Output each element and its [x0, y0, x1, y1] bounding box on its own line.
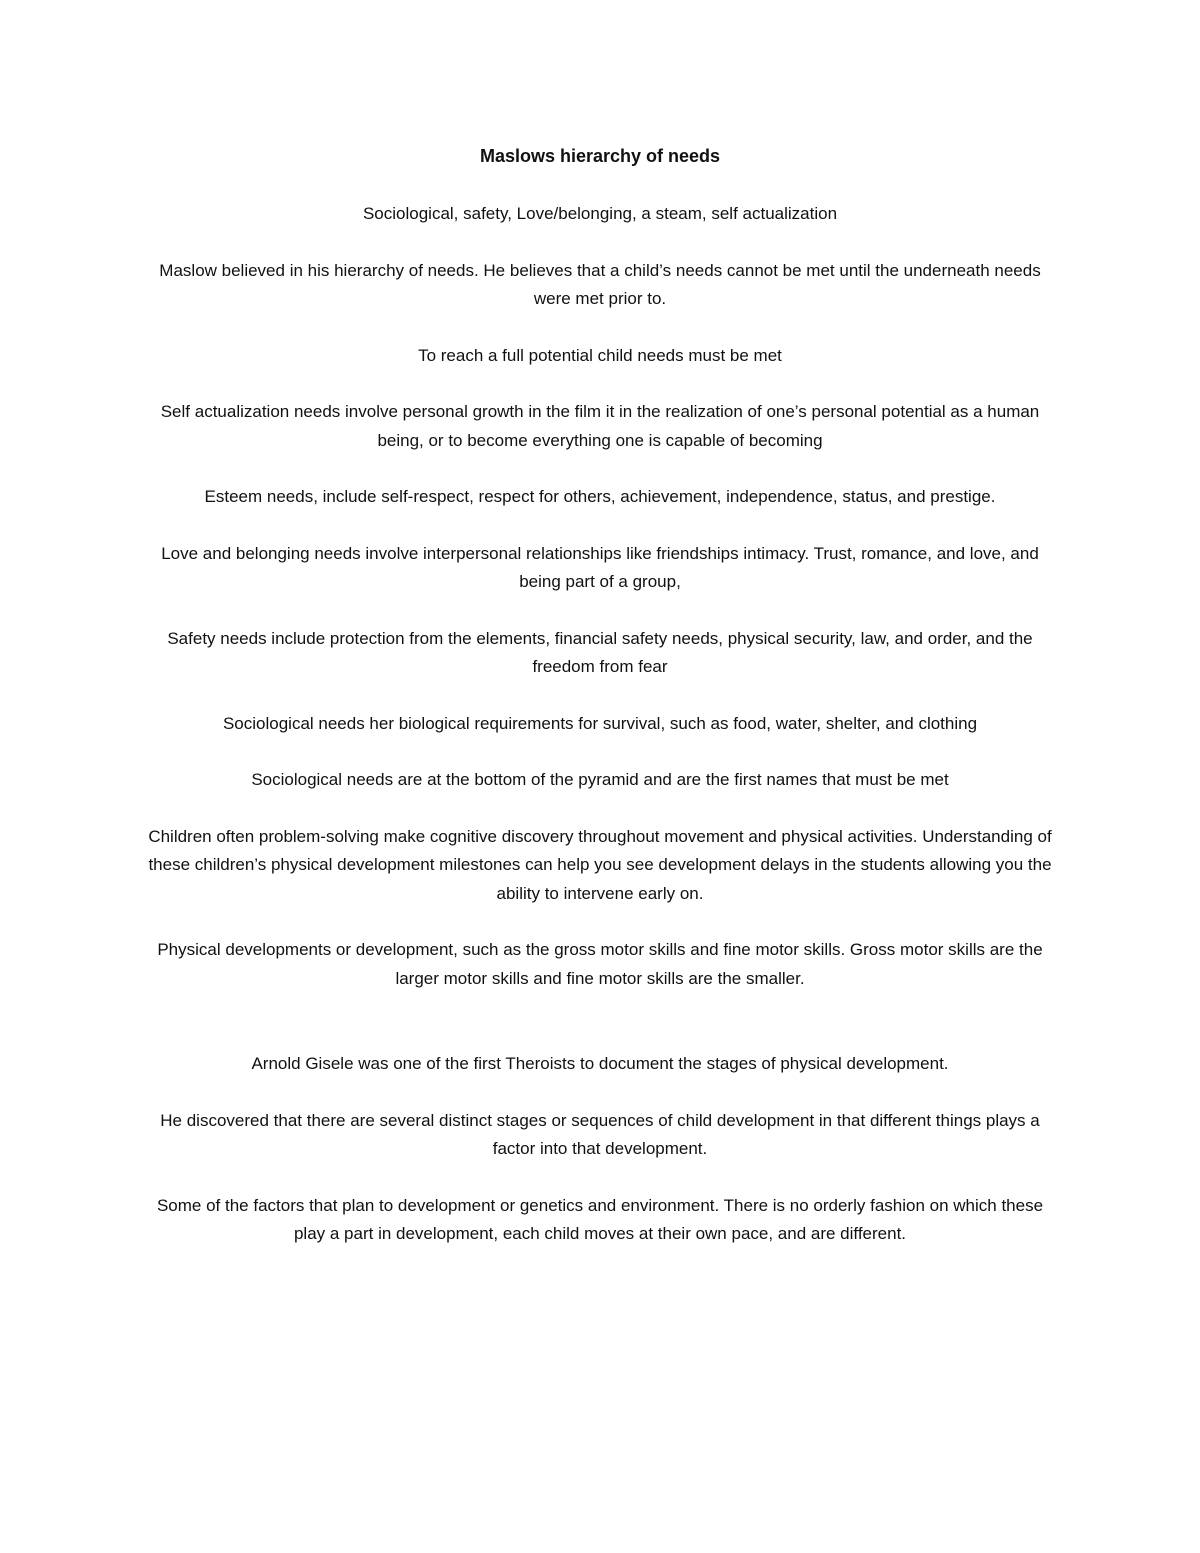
needs-list-paragraph: Sociological, safety, Love/belonging, a steam, self actualization	[362, 204, 838, 223]
paragraph-distinct-stages: He discovered that there are several distinct stages or sequences of child development in that different things plays a factor into that development.	[160, 1110, 1040, 1158]
document-body	[140, 142, 1060, 1249]
paragraph-full-potential: To reach a full potential child needs must be met	[418, 345, 782, 365]
paragraph-self-actualization: Self actualization needs involve personal growth in the film it in the realization of one’s personal potential as a human being, or to become everything one is capable of becoming	[160, 402, 1040, 450]
paragraph-physical-development: Physical developments or development, such as the gross motor skills and fine motor skills. Gross motor skills are the larger motor skills and fine motor skills are the smaller.	[157, 940, 1043, 988]
paragraph-sociological-bottom: Sociological needs are at the bottom of the pyramid and are the first names that must be met	[251, 770, 949, 789]
paragraph-love-belonging: Love and belonging needs involve interpersonal relationships like friendships intimacy. Trust, romance, and love, and being part of a group,	[161, 543, 1039, 591]
paragraph-sociological-requirements: Sociological needs her biological requirements for survival, such as food, water, shelter, and clothing	[222, 713, 978, 733]
paragraph-esteem: Esteem needs, include self-respect, respect for others, achievement, independence, status, and prestige.	[204, 487, 996, 506]
paragraph-factors: Some of the factors that plan to development or genetics and environment. There is no orderly fashion on which these play a part in development, each child moves at their own pace, and are different.	[156, 1195, 1044, 1243]
paragraph-maslow-belief: Maslow believed in his hierarchy of needs. He believes that a child’s needs cannot be met until the underneath needs were met prior to.	[159, 260, 1041, 308]
document-title: Maslows hierarchy of needs	[479, 146, 721, 166]
paragraph-arnold-gisele: Arnold Gisele was one of the first Theroists to document the stages of physical development.	[251, 1054, 949, 1073]
paragraph-safety: Safety needs include protection from the elements, financial safety needs, physical security, law, and order, and the freedom from fear	[167, 628, 1033, 676]
paragraph-children-problem-solving: Children often problem-solving make cognitive discovery throughout movement and physical activities. Understanding of these children’s physical development milestones can help you see development delays in the students allowing you the ability to intervene early on.	[148, 826, 1052, 903]
